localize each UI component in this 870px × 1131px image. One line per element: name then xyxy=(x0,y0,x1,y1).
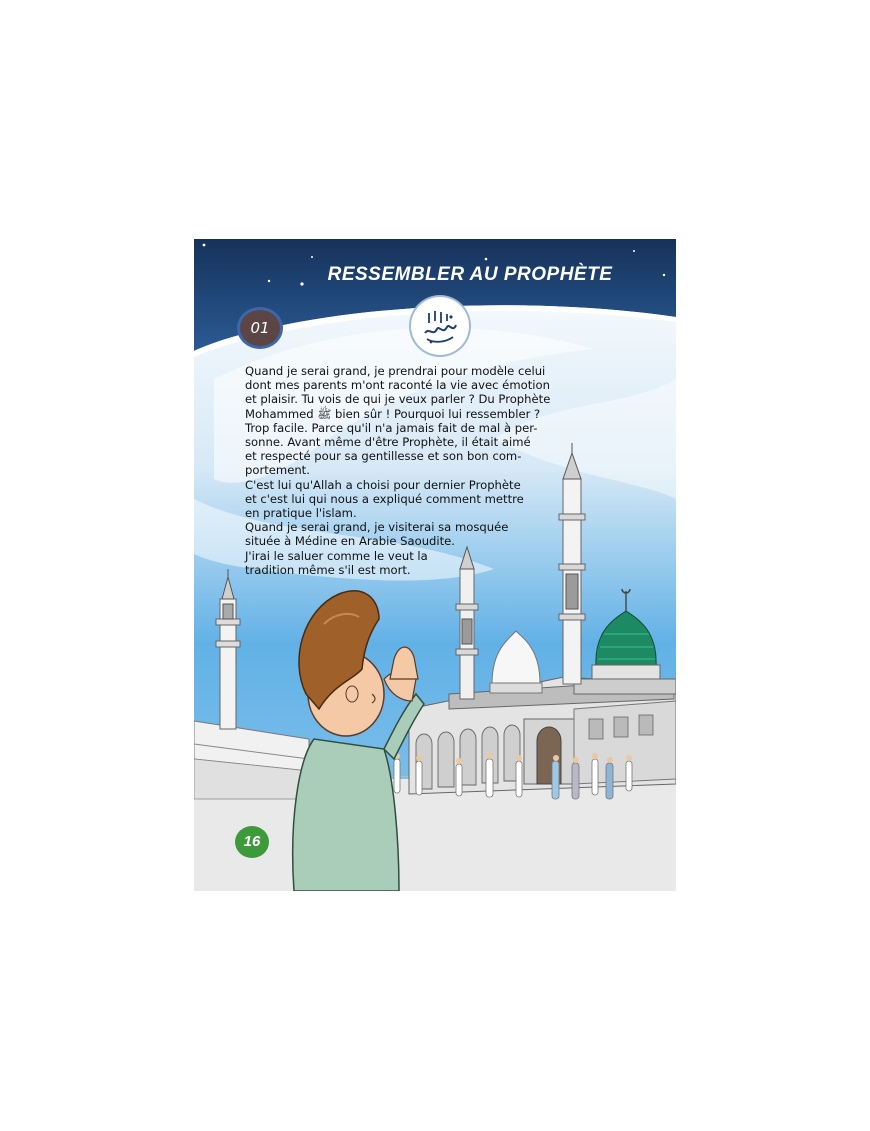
story-paragraph: Quand je serai grand, je visiterai sa mosquée située à Médine en Arabie Saoudite. J'irai le saluer comme le veut la tradition même s'il est mort. xyxy=(245,520,509,577)
page-number: 16 xyxy=(235,826,269,858)
chapter-badge: 01 xyxy=(237,307,283,349)
story-paragraph: C'est lui qu'Allah a choisi pour dernier Prophète et c'est lui qui nous a expliqué comment mettre en pratique l'islam. xyxy=(245,477,524,521)
page-title: RESSEMBLER AU PROPHÈTE xyxy=(327,264,613,285)
book-page xyxy=(194,239,676,891)
calligraphy-seal-icon xyxy=(411,297,469,355)
story-text xyxy=(245,364,605,577)
story-paragraph: Quand je serai grand, je prendrai pour modèle celui dont mes parents m'ont raconté la vie avec émotion et plaisir. Tu vois de qui je veux parler ? Du Prophète Mohammed ﷺ bien sûr ! Pourquoi lui ressembler ? Trop facile. Parce qu'il n'a jamais fait de mal à per- sonne. Avant même d'être Prophète, il était aimé et respecté pour sa gentillesse et son bon com- portement. xyxy=(245,364,551,478)
